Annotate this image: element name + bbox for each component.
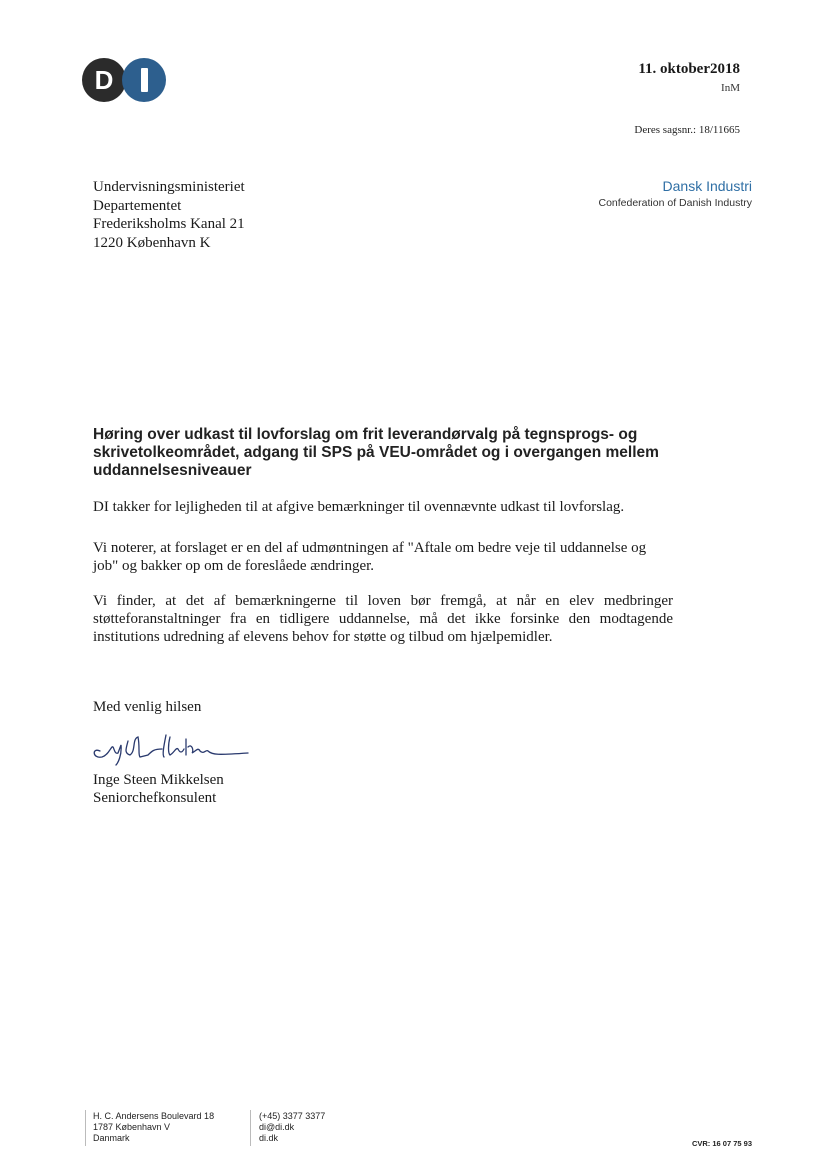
footer-address-line: Danmark bbox=[93, 1133, 130, 1143]
letter-paragraph: Vi noterer, at forslaget er en del af udmøntningen af "Aftale om bedre veje til uddannelse og job" og bakker op om de foreslåede ændringer. bbox=[93, 540, 647, 574]
letter-date: 11. oktober2018 bbox=[638, 61, 740, 77]
logo-d-circle: D bbox=[82, 58, 126, 102]
signer-title: Seniorchefkonsulent bbox=[93, 790, 217, 806]
brand-name: Dansk Industri bbox=[662, 178, 752, 194]
recipient-line: Undervisningsministeriet bbox=[93, 179, 245, 195]
letter-paragraph: DI takker for lejligheden til at afgive bemærkninger til ovennævnte udkast til lovforslag. bbox=[93, 499, 625, 515]
cvr-number: CVR: 16 07 75 93 bbox=[691, 1139, 752, 1148]
footer-address-line: H. C. Andersens Boulevard 18 bbox=[93, 1111, 215, 1121]
brand-subtitle: Confederation of Danish Industry bbox=[598, 197, 752, 209]
recipient-line: Frederiksholms Kanal 21 bbox=[93, 216, 245, 232]
handwritten-signature bbox=[88, 729, 258, 769]
signer-name: Inge Steen Mikkelsen bbox=[93, 772, 224, 788]
recipient-line: 1220 København K bbox=[93, 234, 211, 251]
footer-website: di.dk bbox=[259, 1133, 279, 1143]
letter-paragraph: Vi finder, at det af bemærkningerne til loven bør fremgå, at når en elev medbringer støtteforanstaltninger fra en tidligere uddannelse, må det ikke forsinke den modtagende institutions udredning af elevens behov for støtte og tilbud om hjælpemidler. bbox=[93, 593, 673, 645]
brand-block bbox=[598, 178, 752, 211]
closing-greeting: Med venlig hilsen bbox=[93, 699, 202, 715]
signer-block bbox=[93, 771, 224, 807]
footer-email: di@di.dk bbox=[259, 1122, 295, 1132]
footer-divider bbox=[85, 1110, 86, 1146]
footer-address-line: 1787 København V bbox=[93, 1122, 171, 1132]
footer-phone: (+45) 3377 3377 bbox=[259, 1111, 326, 1121]
logo-i-circle bbox=[122, 58, 166, 102]
di-logo bbox=[82, 58, 172, 104]
recipient-address bbox=[93, 178, 245, 252]
sender-initials: InM bbox=[721, 82, 740, 94]
footer-contact bbox=[259, 1111, 325, 1144]
case-number: Deres sagsnr.: 18/11665 bbox=[634, 124, 740, 136]
recipient-line: Departementet bbox=[93, 197, 182, 214]
footer-divider bbox=[250, 1110, 251, 1146]
letter-heading: Høring over udkast til lovforslag om frit leverandørvalg på tegnsprogs- og skrivetolkeområdet, adgang til SPS på VEU-området og i overgangen mellem uddannelsesniveauer bbox=[93, 426, 659, 479]
footer-address bbox=[93, 1111, 214, 1144]
